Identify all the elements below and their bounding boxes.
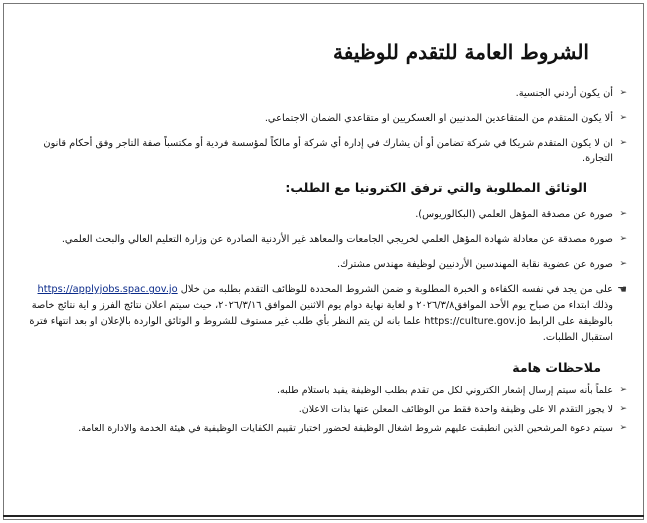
application-text-middle: وذلك ابتداء من صباح يوم الأحد الموافق٢٠٢٦/٣/٨ و لغاية نهاية دوام يوم الاثنين الموافق ٢٠٢٦/٣/١٦، حيث سيتم اعلان نتائج الفرز و اية نتائج خاصة بالوظيفة على الرابط: [31, 300, 613, 327]
document-item: [18, 257, 627, 272]
condition-text: أن يكون أردني الجنسية.: [515, 88, 613, 99]
application-text-end: علما بانه لن يتم النظر بأي طلب غير مستوف للشروط و الوثائق الواردة بالإعلان او بعد انتهاء فترة استقبال الطلبات.: [29, 316, 613, 343]
document-text: صورة عن عضوية نقابة المهندسين الأردنيين لوظيفة مهندس مشترك.: [337, 259, 613, 270]
arrow-bullet-icon: ➢: [619, 138, 627, 148]
arrow-bullet-icon: ➢: [619, 385, 627, 395]
arrow-bullet-icon: ➢: [619, 234, 627, 244]
culture-url[interactable]: https://culture.gov.jo: [424, 316, 526, 327]
condition-text: ان لا يكون المتقدم شريكا في شركة تضامن أو أن يشارك في إدارة أي شركة أو مالكاً لمؤسسة فردية أو مكتسباً صفة التاجر وفق أحكام قانون التجارة.: [43, 138, 613, 164]
application-text-start: على من يجد في نفسه الكفاءة و الخبرة المطلوبة و ضمن الشروط المحددة للوظائف التقدم بطلبه من خلال: [180, 284, 613, 295]
document-text: صورة مصدقة عن معادلة شهادة المؤهل العلمي لخريجي الجامعات والمعاهد غير الأردنية الصادرة عن وزارة التعليم العالي والبحث العلمي.: [61, 234, 613, 245]
document-item: [18, 232, 627, 247]
notes-title: ملاحظات هامة: [512, 360, 601, 375]
notes-list: [18, 383, 627, 436]
application-text: [18, 282, 613, 346]
note-text: سيتم دعوة المرشحين الذين انطبقت عليهم شروط اشغال الوظيفة لحضور اختبار تقييم الكفايات الوظيفية في هيئة الخدمة والادارة العامة.: [78, 423, 613, 434]
document-text: صورة عن مصدقة المؤهل العلمي (البكالوريوس).: [415, 209, 613, 220]
condition-text: ألا يكون المتقدم من المتقاعدين المدنيين او العسكريين او متقاعدي الضمان الاجتماعي.: [264, 113, 613, 124]
arrow-bullet-icon: ➢: [619, 404, 627, 414]
arrow-bullet-icon: ➢: [619, 259, 627, 269]
pointing-hand-icon: ☚: [617, 283, 627, 296]
note-item: [18, 421, 627, 436]
note-item: [18, 402, 627, 417]
arrow-bullet-icon: ➢: [619, 88, 627, 98]
note-item: [18, 383, 627, 398]
apply-jobs-link[interactable]: https://applyjobs.spac.gov.jo: [37, 284, 178, 295]
documents-list: [18, 207, 627, 272]
document-item: [18, 207, 627, 222]
note-text: علماً بأنه سيتم إرسال إشعار الكتروني لكل من تقدم بطلب الوظيفة يفيد باستلام طلبه.: [277, 385, 613, 396]
page-title: الشروط العامة للتقدم للوظيفة: [333, 40, 589, 64]
conditions-list: [18, 86, 627, 166]
arrow-bullet-icon: ➢: [619, 423, 627, 433]
bottom-rule: [3, 515, 644, 517]
documents-title: الوثائق المطلوبة والتي ترفق الكترونيا مع الطلب:: [285, 180, 587, 195]
condition-item: [18, 136, 627, 166]
arrow-bullet-icon: ➢: [619, 113, 627, 123]
document-body: [18, 40, 627, 440]
note-text: لا يجوز التقدم الا على وظيفة واحدة فقط من الوظائف المعلن عنها بذات الاعلان.: [298, 404, 613, 415]
arrow-bullet-icon: ➢: [619, 209, 627, 219]
application-paragraph: [18, 282, 627, 346]
condition-item: [18, 111, 627, 126]
condition-item: [18, 86, 627, 101]
